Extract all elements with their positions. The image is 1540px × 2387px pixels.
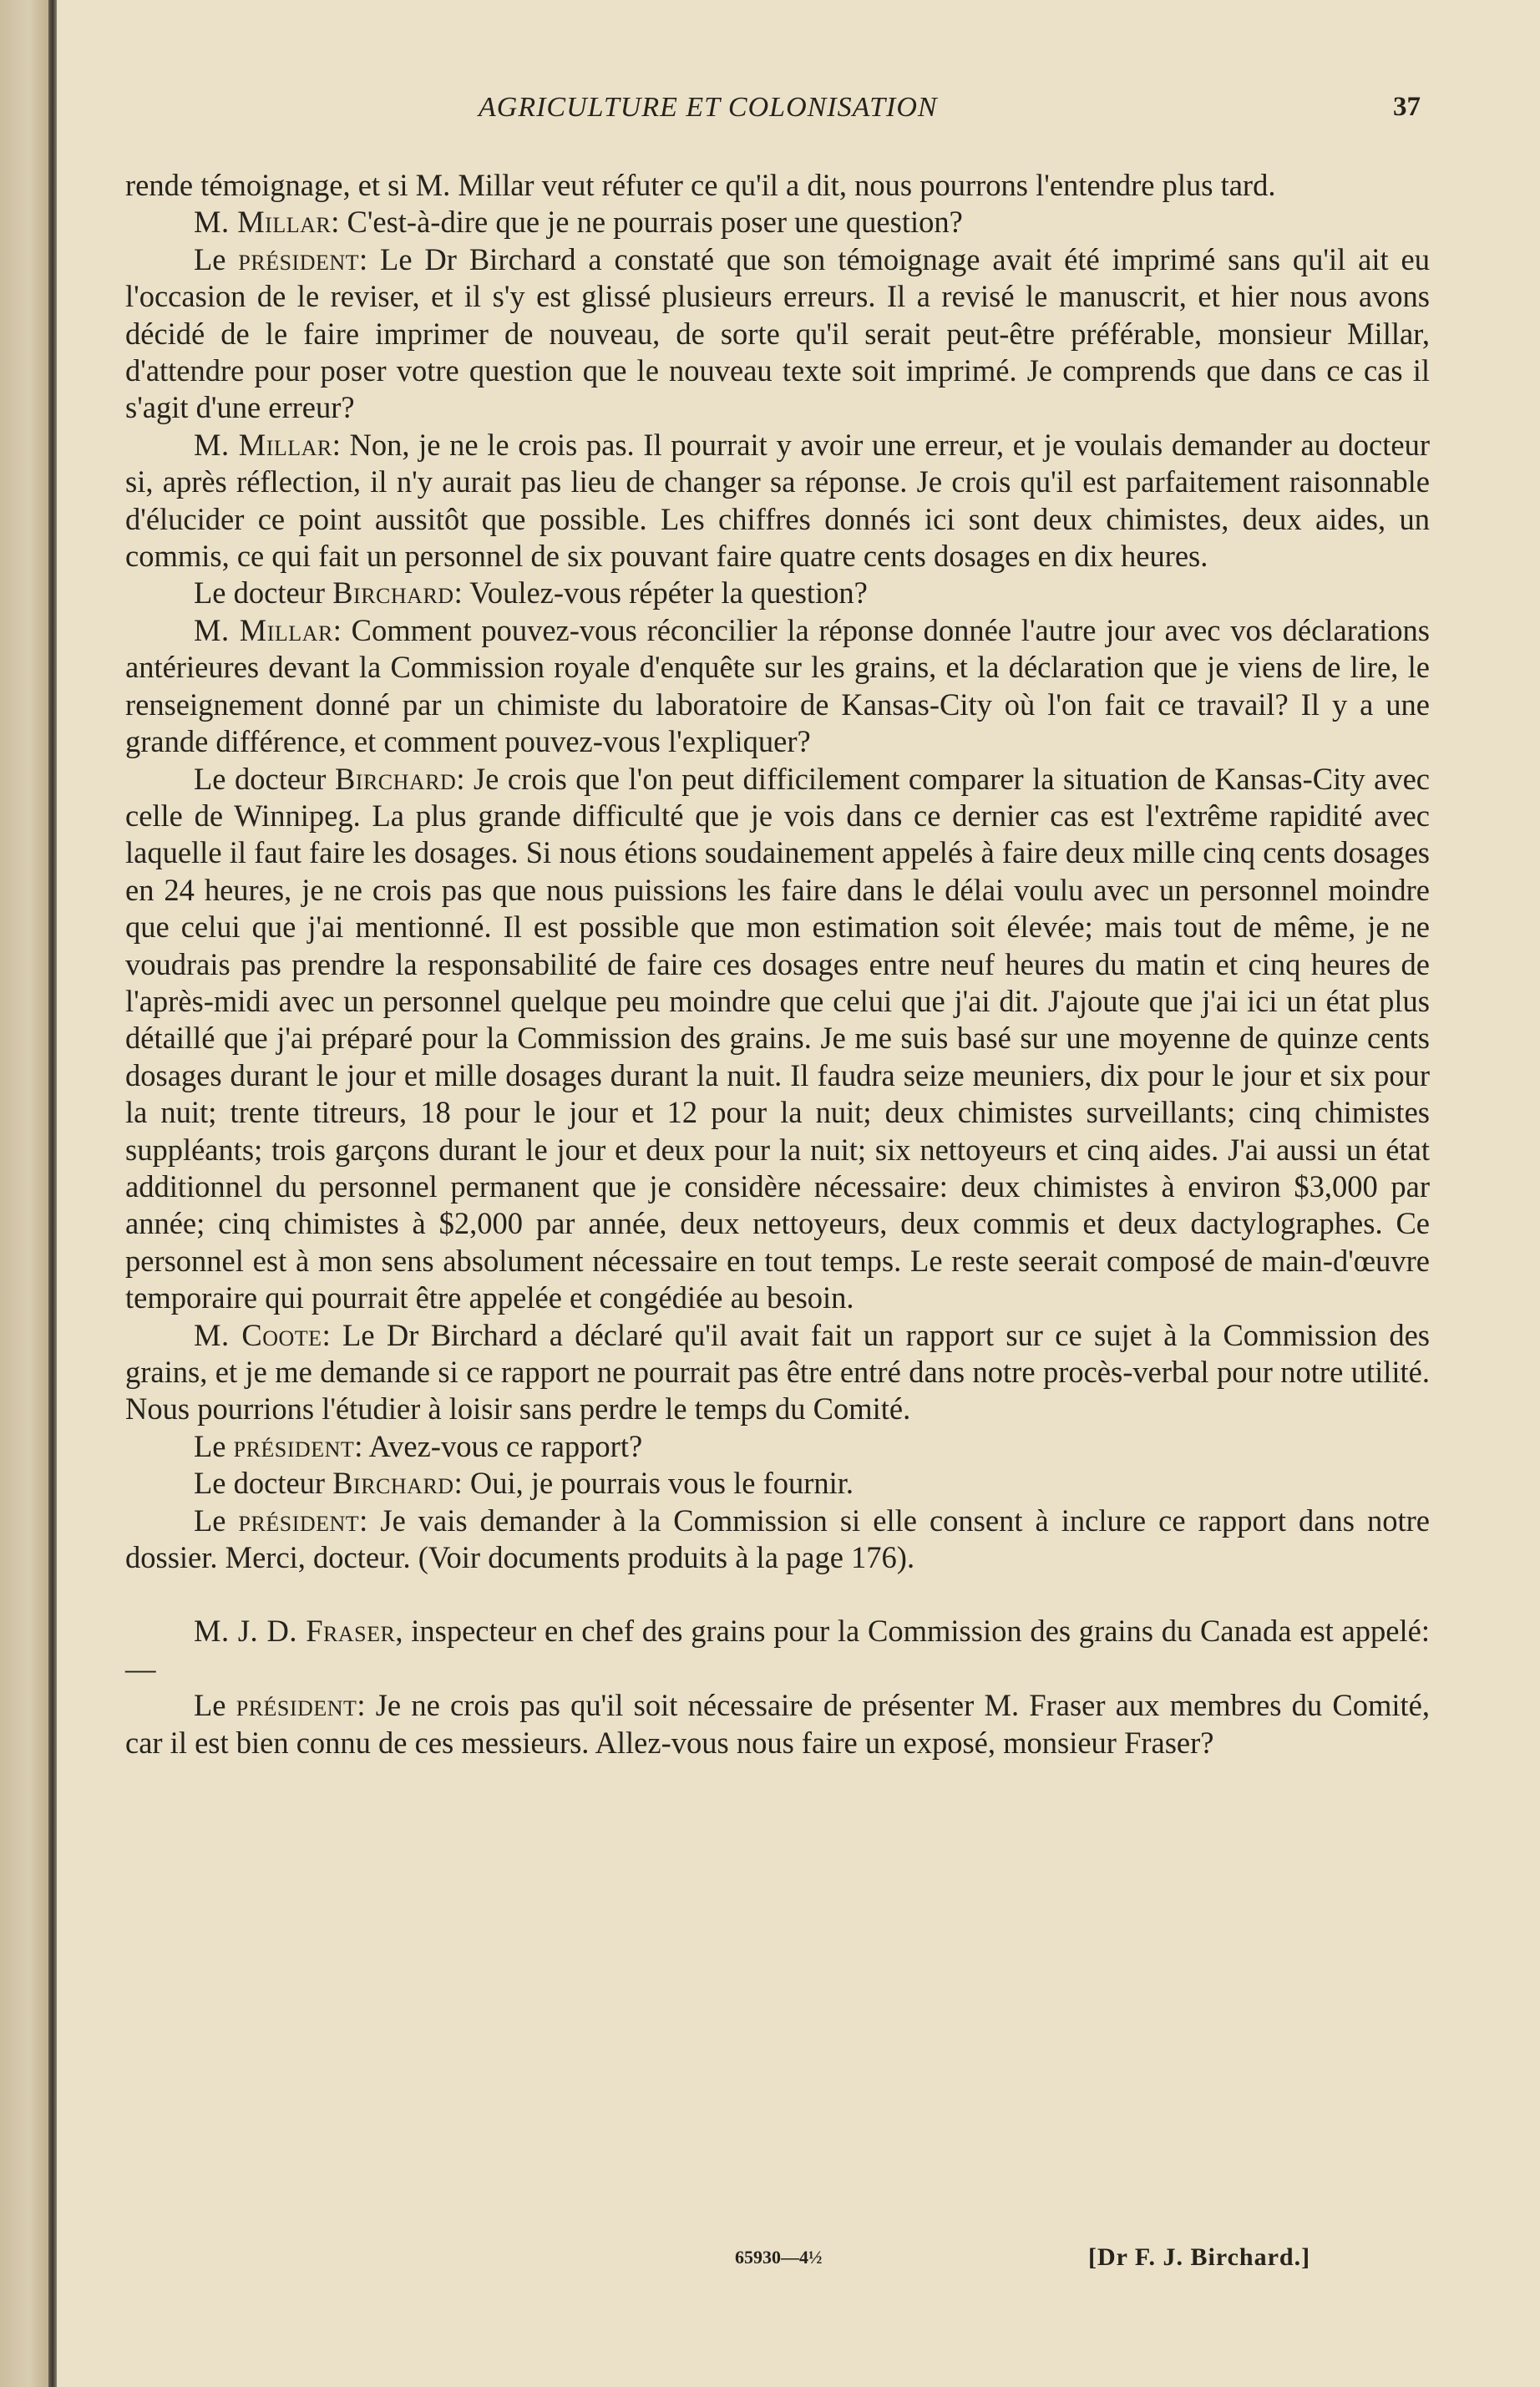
paragraph-continuation xyxy=(125,167,1430,204)
paragraph-millar-1 xyxy=(125,204,1430,241)
paragraph-text: : C'est-à-dire que je ne pourrais poser une question? xyxy=(331,205,963,240)
speaker-name: président xyxy=(238,241,360,276)
speaker-name: Birchard xyxy=(334,761,457,796)
paragraph-president-2 xyxy=(125,1428,1430,1465)
speaker-prefix: Le docteur xyxy=(194,1466,333,1501)
speaker-name: Birchard xyxy=(332,575,454,611)
speaker-name: président xyxy=(236,1688,357,1723)
page-number: 37 xyxy=(1393,92,1421,122)
speaker-name: M. Millar xyxy=(194,205,332,240)
paragraph-text: : Le Dr Birchard a constaté que son témoignage avait été imprimé sans qu'il ait eu l'occasion de le reviser, et il s'y est glissé plusieurs erreurs. Il a revisé le manuscrit, et hier nous avons décidé de le faire imprimer de nouveau, de sorte qu'il serait peut-être préférable, monsieur Millar, d'attendre pour poser votre question que le nouveau texte soit imprimé. Je comprends que dans ce cas il s'agit d'une erreur? xyxy=(125,241,1430,425)
paragraph-birchard-1 xyxy=(125,575,1430,611)
paragraph-millar-3 xyxy=(125,612,1430,761)
speaker-name: Birchard xyxy=(332,1466,454,1501)
paragraph-president-3 xyxy=(125,1503,1430,1577)
speaker-prefix: Le xyxy=(194,1503,239,1538)
paragraph-text: : Oui, je pourrais vous le fournir. xyxy=(453,1466,854,1501)
paragraph-text: : Je vais demander à la Commission si elle consent à inclure ce rapport dans notre dossier. Merci, docteur. (Voir documents produits à la page 176). xyxy=(125,1503,1430,1575)
speaker-prefix: Le docteur xyxy=(194,575,333,611)
paragraph-president-1 xyxy=(125,241,1430,427)
paragraph-text: : Avez-vous ce rapport? xyxy=(354,1428,643,1463)
printer-code: 65930—4½ xyxy=(735,2247,823,2268)
paragraph-coote xyxy=(125,1317,1430,1428)
body-text xyxy=(125,167,1430,1761)
paragraph-text: : Je crois que l'on peut difficilement comparer la situation de Kansas-City avec celle de Winnipeg. La plus grande difficulté que je vois dans ce dernier cas est l'extrême rapidité avec laquelle il faut faire les dosages. Si nous étions soudainement appelés à faire deux mille cinq cents dosages en 24 heures, je ne crois pas que nous puissions les faire dans le délai voulu avec un personnel moindre que celui que j'ai mentionné. Il est possible que mon estimation soit élevée; mais tout de même, je ne voudrais pas prendre la responsabilité de faire ces dosages entre neuf heures du matin et cinq heures de l'après-midi avec un personnel quelque peu moindre que celui que j'ai dit. J'ajoute que j'ai ici un état plus détaillé que j'ai préparé pour la Commission des grains. Je me suis basé sur une moyenne de quinze cents dosages durant le jour et mille dosages durant la nuit. Il faudra seize meuniers, dix pour le jour et six pour la nuit; trente titreurs, 18 pour le jour et 12 pour la nuit; deux chimistes surveillants; cinq chimistes suppléants; trois garçons durant le jour et deux pour la nuit; six nettoyeurs et cinq aides. J'ai aussi un état additionnel du personnel permanent que je considère nécessaire: deux chimistes à environ $3,000 par année; cinq chimistes à $2,000 par année, deux nettoyeurs, deux commis et deux dactylographes. Ce personnel est à mon sens absolument nécessaire en tout temps. Le reste seerait composé de main-d'œuvre temporaire qui pourrait être appelée et congédiée au besoin. xyxy=(125,761,1431,1315)
speaker-name: président xyxy=(233,1428,355,1463)
paragraph-birchard-3 xyxy=(125,1465,1430,1502)
speaker-name: M. Coote xyxy=(194,1317,322,1352)
speaker-prefix: Le xyxy=(194,1428,234,1463)
paragraph-text: : Non, je ne le crois pas. Il pourrait y avoir une erreur, et je voulais demander au docteur si, après réflection, il n'y aurait pas lieu de changer sa réponse. Je crois qu'il est parfaitement raisonnable d'élucider ce point aussitôt que possible. Les chiffres donnés ici sont deux chimistes, deux aides, un commis, ce qui fait un personnel de six pouvant faire quatre cents dosages en dix heures. xyxy=(125,427,1430,574)
paragraph-millar-2 xyxy=(125,427,1430,575)
speaker-name: M. Millar xyxy=(194,427,332,462)
paragraph-text: : Comment pouvez-vous réconcilier la réponse donnée l'autre jour avec vos déclarations antérieures devant la Commission royale d'enquête sur les grains, et la déclaration que je viens de lire, le renseignement donné par un chimiste du laboratoire de Kansas-City où l'on fait ce travail? Il y a une grande différence, et comment pouvez-vous l'expliquer? xyxy=(125,612,1430,759)
paragraph-president-4 xyxy=(125,1687,1430,1761)
speaker-name: président xyxy=(238,1503,360,1538)
paragraph-fraser-called xyxy=(125,1613,1430,1687)
book-spine-shadow xyxy=(48,0,57,2387)
speaker-prefix: Le xyxy=(194,241,239,276)
speaker-name: M. Millar xyxy=(194,612,333,647)
speaker-prefix: Le xyxy=(194,1688,236,1723)
paragraph-text: : Le Dr Birchard a déclaré qu'il avait fait un rapport sur ce sujet à la Commission des grains, et je me demande si ce rapport ne pourrait pas être entré dans notre procès-verbal pour notre utilité. Nous pourrions l'étudier à loisir sans perdre le temps du Comité. xyxy=(125,1317,1431,1427)
running-head: AGRICULTURE ET COLONISATION xyxy=(479,92,938,123)
paragraph-text: , inspecteur en chef des grains pour la Commission des grains du Canada est appelé:— xyxy=(125,1614,1430,1685)
speaker-tag: [Dr F. J. Birchard.] xyxy=(1088,2243,1311,2271)
paragraph-birchard-2 xyxy=(125,761,1430,1317)
paragraph-text: : Voulez-vous répéter la question? xyxy=(453,575,868,611)
document-page xyxy=(57,0,1540,2387)
speaker-name: M. J. D. Fraser xyxy=(194,1614,396,1649)
paragraph-text: rende témoignage, et si M. Millar veut réfuter ce qu'il a dit, nous pourrons l'entendre plus tard. xyxy=(125,168,1276,202)
paragraph-text: : Je ne crois pas qu'il soit nécessaire de présenter M. Fraser aux membres du Comité, car il est bien connu de ces messieurs. Allez-vous nous faire un exposé, monsieur Fraser? xyxy=(125,1688,1430,1760)
binding-gutter xyxy=(0,0,48,2387)
speaker-prefix: Le docteur xyxy=(194,761,335,796)
